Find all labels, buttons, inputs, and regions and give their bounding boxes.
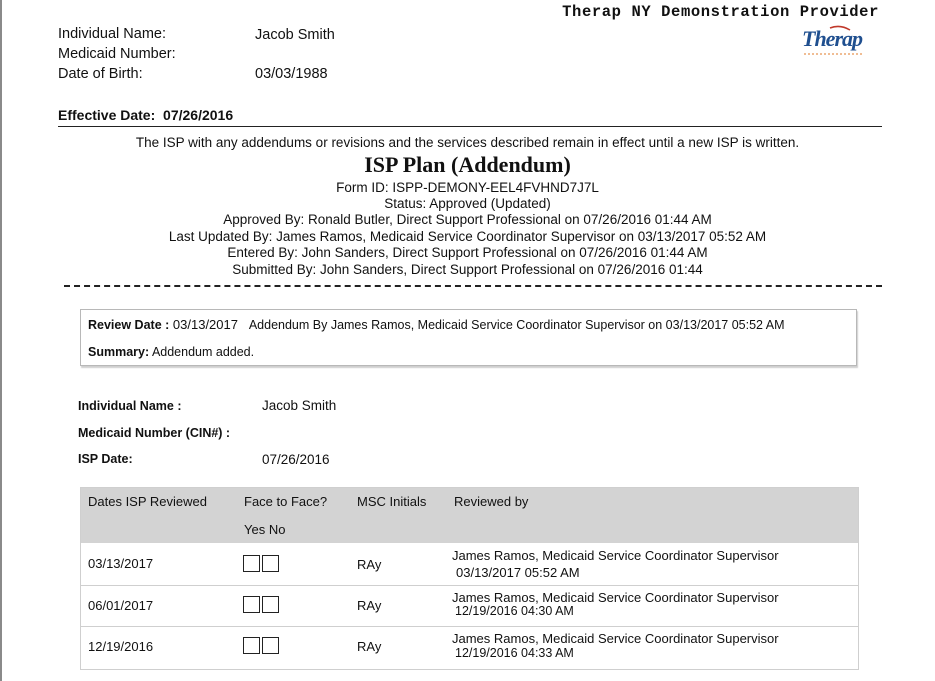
col-dates-reviewed: Dates ISP Reviewed [88, 494, 207, 509]
row-date: 12/19/2016 [88, 639, 154, 654]
row-initials: RAy [357, 598, 382, 613]
entered-by: Entered By: John Sanders, Direct Support Professional on 07/26/2016 01:44 AM [227, 245, 708, 260]
row-timestamp: 12/19/2016 04:30 AM [455, 604, 574, 618]
face-yes-checkbox[interactable] [243, 637, 260, 654]
approved-by: Approved By: Ronald Butler, Direct Support Professional on 07/26/2016 01:44 AM [223, 212, 712, 227]
isp-date-label: ISP Date: [78, 452, 133, 466]
addendum-text: Addendum By James Ramos, Medicaid Service Coordinator Supervisor on 03/13/2017 05:52 AM [248, 318, 785, 332]
row-date: 06/01/2017 [88, 598, 154, 613]
col-reviewed-by: Reviewed by [454, 494, 529, 509]
col-yes-no: Yes No [244, 522, 286, 537]
col-face-to-face: Face to Face? [244, 494, 328, 509]
row-date: 03/13/2017 [88, 556, 154, 571]
header-divider [58, 126, 882, 127]
row-timestamp: 03/13/2017 05:52 AM [456, 565, 580, 580]
review-date-label: Review Date : [88, 318, 170, 332]
submitted-by: Submitted By: John Sanders, Direct Support Professional on 07/26/2016 01:44 [232, 262, 703, 277]
table-row [81, 627, 858, 668]
face-no-checkbox[interactable] [262, 555, 279, 572]
last-updated-by: Last Updated By: James Ramos, Medicaid Service Coordinator Supervisor on 03/13/2017 05:52 AM [168, 229, 767, 244]
summary-line [88, 345, 254, 359]
face-no-checkbox[interactable] [262, 637, 279, 654]
status: Status: Approved (Updated) [384, 196, 551, 211]
individual-name-value: Jacob Smith [255, 27, 335, 43]
form-id: Form ID: ISPP-DEMONY-EEL4FVHND7J7L [336, 180, 599, 195]
isp-statement: The ISP with any addendums or revisions and the services described remain in effect until a new ISP is written. [135, 135, 800, 150]
face-no-checkbox[interactable] [262, 596, 279, 613]
row-timestamp: 12/19/2016 04:33 AM [455, 646, 574, 660]
medicaid-number-label: Medicaid Number: [58, 46, 176, 62]
table-row [81, 586, 858, 627]
page-title: ISP Plan (Addendum) [364, 152, 571, 177]
therap-logo [800, 24, 870, 60]
review-table [80, 487, 859, 670]
summary-value: Addendum added. [151, 345, 255, 359]
provider-name: Therap NY Demonstration Provider [562, 3, 879, 21]
row-reviewer: James Ramos, Medicaid Service Coordinator Supervisor [452, 548, 779, 563]
review-line [88, 317, 785, 332]
face-yes-checkbox[interactable] [243, 596, 260, 613]
effective-date-value: 07/26/2016 [163, 107, 234, 123]
row-reviewer: James Ramos, Medicaid Service Coordinator Supervisor [452, 631, 779, 646]
effective-date-label: Effective Date: [58, 107, 156, 123]
summary-label: Summary: [88, 345, 150, 359]
effective-date [58, 107, 233, 123]
logo-wordmark: Therap [802, 26, 862, 51]
review-date-value: 03/13/2017 [172, 317, 238, 332]
row-initials: RAy [357, 639, 382, 654]
date-of-birth-value: 03/03/1988 [255, 66, 328, 82]
individual-name-label: Individual Name: [58, 26, 166, 42]
info-medicaid-label: Medicaid Number (CIN#) : [78, 426, 231, 440]
isp-date-value: 07/26/2016 [262, 452, 330, 467]
table-header [81, 488, 858, 543]
info-name-label: Individual Name : [78, 399, 182, 413]
review-summary-box [80, 309, 857, 366]
face-yes-checkbox[interactable] [243, 555, 260, 572]
col-msc-initials: MSC Initials [357, 494, 427, 509]
row-initials: RAy [357, 557, 382, 572]
table-row [81, 543, 858, 586]
info-name-value: Jacob Smith [262, 398, 337, 413]
page-edge [0, 0, 2, 681]
dashed-separator [64, 285, 882, 287]
date-of-birth-label: Date of Birth: [58, 66, 143, 82]
row-reviewer: James Ramos, Medicaid Service Coordinator Supervisor [452, 590, 779, 605]
